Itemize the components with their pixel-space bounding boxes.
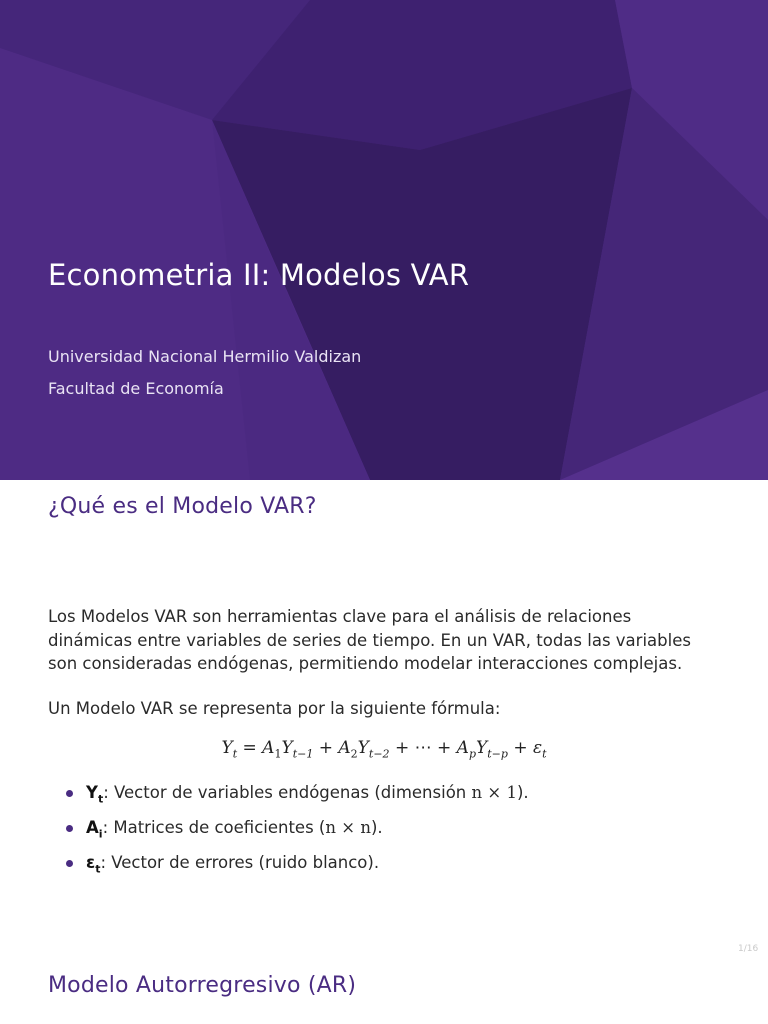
definitions-list <box>66 779 529 883</box>
symbol-y: $Y_t$ <box>86 783 104 806</box>
geometric-background <box>0 0 768 480</box>
intro-paragraph: Los Modelos VAR son herramientas clave para el análisis de relaciones dinámicas entre variables de series de tiempo. En un VAR, todas las variables son consideradas endógenas, permitiendo modelar interacciones complejas. <box>48 607 691 673</box>
list-item: $A_i$: Matrices de coeficientes (n × n). <box>66 814 529 849</box>
slide-title-var: ¿Qué es el Modelo VAR? <box>48 494 317 519</box>
slide-title-ar: Modelo Autorregresivo (AR) <box>48 973 357 998</box>
institution-name: Universidad Nacional Hermilio Valdizan <box>48 347 362 366</box>
list-item: $\varepsilon_t$: Vector de errores (ruido blanco). <box>66 849 529 884</box>
bullet-dot-icon <box>66 825 73 832</box>
faculty-name: Facultad de Economía <box>48 379 224 398</box>
list-item: $Y_t$: Vector de variables endógenas (dimensión n × 1). <box>66 779 529 814</box>
symbol-epsilon: $\varepsilon_t$ <box>86 852 101 875</box>
bullet-dot-icon <box>66 790 73 797</box>
bullet-dot-icon <box>66 860 73 867</box>
page-number: 1/16 <box>738 944 759 954</box>
title-slide <box>0 0 768 480</box>
presentation-title: Econometria II: Modelos VAR <box>48 258 470 292</box>
formula-intro-paragraph: Un Modelo VAR se representa por la siguiente fórmula: <box>48 699 501 718</box>
var-formula: $Y_t = A_1Y_{t-1} + A_2Y_{t-2}$ + ⋯ + $A_pY_{t-p} + \varepsilon_t$ <box>221 738 547 761</box>
symbol-a: $A_i$ <box>86 817 103 841</box>
